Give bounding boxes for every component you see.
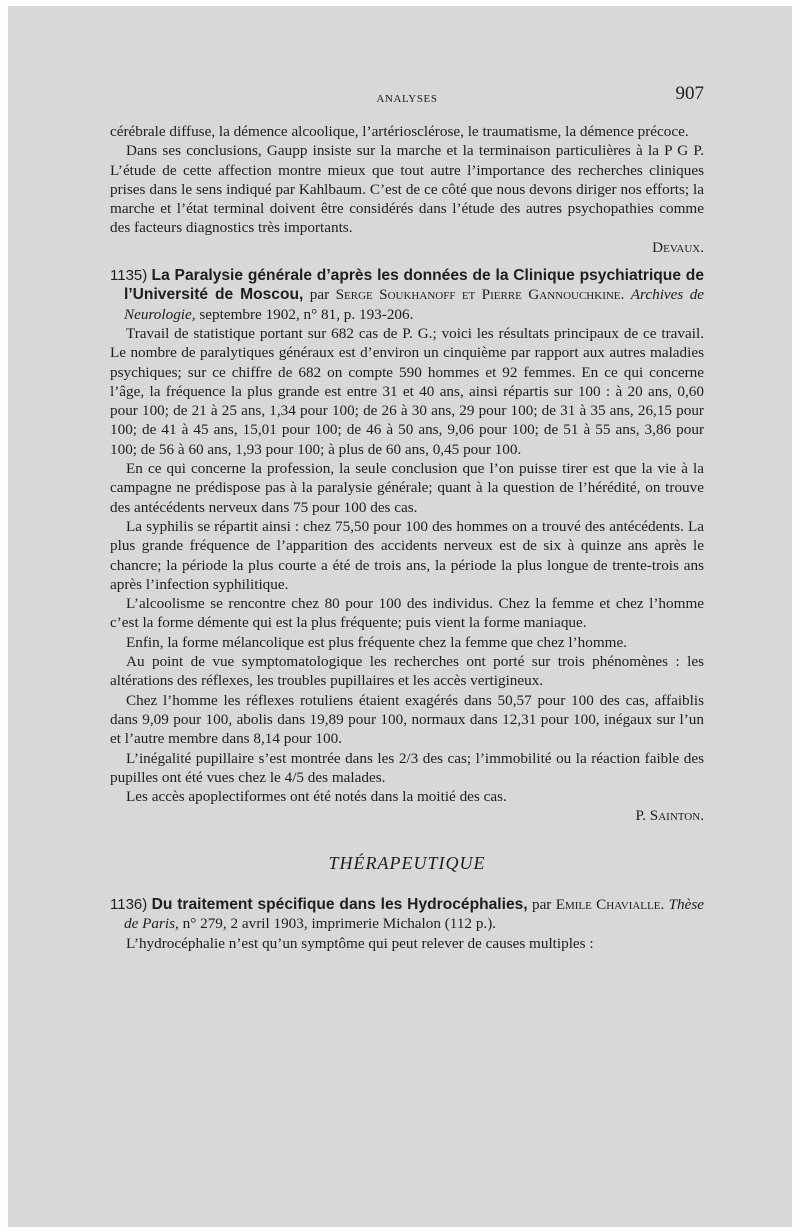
entry-1135-paragraph: En ce qui concerne la profession, la seule conclusion que l’on puisse tirer est que la vie à la campagne ne prédispose pas à la paralysie générale; quant à la question de l’hérédité, on trouve des antécédents nerveux dans 75 pour 100 des cas.: [110, 460, 704, 516]
entry-1135-heading: [110, 266, 704, 324]
entry-1135-paragraph: Au point de vue symptomatologique les recherches ont porté sur trois phénomènes : les altérations des réflexes, les troubles pupillaires et les accès vertigineux.: [110, 653, 704, 690]
entry-1136-author: Emile Chavialle.: [555, 895, 665, 913]
intro-paragraph-1: cérébrale diffuse, la démence alcoolique, l’artériosclérose, le traumatisme, la démence précoce.: [110, 123, 689, 140]
entry-1136-title: Du traitement spécifique dans les Hydrocéphalies,: [151, 895, 528, 913]
intro-paragraph-2: Dans ses conclusions, Gaupp insiste sur la marche et la terminaison particulières à la P G P. L’étude de cette affection montre mieux que tout autre l’importance des recherches cliniques prises dans le sens indiqué par Kahlbaum. C’est de ce côté que nous devons diriger nos efforts; la marche et l’état terminal doivent être considérés dans l’étude des autres psychopathies comme des facteurs diagnostics très importants.: [110, 142, 704, 237]
signature-devaux: Devaux.: [652, 238, 704, 256]
page-header: [110, 83, 704, 116]
entry-1135-by: par: [309, 286, 330, 304]
entry-1135-paragraph: L’alcoolisme se rencontre chez 80 pour 100 des individus. Chez la femme et chez l’homme c’est la forme démente qui est la plus fréquente; puis vient la forme maniaque.: [110, 595, 704, 632]
page-content: [110, 83, 705, 953]
entry-1135-citation: septembre 1902, n° 81, p. 193-206.: [199, 305, 414, 323]
entry-1135-authors: Serge Soukhanoff et Pierre Gannouchkine.: [335, 286, 625, 304]
entry-1135-paragraph: La syphilis se répartit ainsi : chez 75,50 pour 100 des hommes on a trouvé des antécédents. La plus grande fréquence de l’apparition des accidents nerveux est de six à quinze ans après le chancre; la période la plus courte a été de trois ans, la période la plus longue de trente-trois ans après l’infection syphilitique.: [110, 517, 704, 593]
entry-1136-heading: [110, 895, 704, 934]
entry-1135-title: La Paralysie générale d’après les données de la Clinique psychiatrique de l’Université de Moscou,: [124, 267, 704, 304]
page: [8, 6, 792, 1227]
entry-1136-by: par: [531, 895, 552, 913]
section-title-therapeutique: THÉRAPEUTIQUE: [328, 852, 486, 873]
entry-1136-citation: n° 279, 2 avril 1903, imprimerie Michalon (112 p.).: [182, 915, 497, 933]
entry-1135-number: 1135): [110, 267, 148, 285]
entry-1135-paragraph: Enfin, la forme mélancolique est plus fréquente chez la femme que chez l’homme.: [126, 633, 627, 651]
entry-1135-paragraph: Chez l’homme les réflexes rotuliens étaient exagérés dans 50,57 pour 100 des cas, affaiblis dans 9,09 pour 100, abolis dans 19,89 pour 100, normaux dans 12,31 pour 100, inégaux sur l’un et l’autre membre dans 8,14 pour 100.: [110, 691, 704, 748]
entry-1135-paragraph: Travail de statistique portant sur 682 cas de P. G.; voici les résultats principaux de ce travail. Le nombre de paralytiques généraux est d’environ un cinquième par rapport aux autres maladies psychiques; sur ce chiffre de 682 on compte 590 hommes et 92 femmes. En ce qui concerne l’âge, la fréquence la plus grande est entre 31 et 40 ans, ainsi répartis sur 100 : à 20 ans, 0,60 pour 100; de 21 à 25 ans, 1,34 pour 100; de 26 à 30 ans, 29 pour 100; de 31 à 35 ans, 26,15 pour 100; de 41 à 45 ans, 15,01 pour 100; de 46 à 50 ans, 9,06 pour 100; de 51 à 55 ans, 3,86 pour 100; de 56 à 60 ans, 1,93 pour 100; à plus de 60 ans, 0,45 pour 100.: [110, 324, 704, 458]
entry-1135-paragraph: L’inégalité pupillaire s’est montrée dans les 2/3 des cas; l’immobilité ou la réaction faible des pupilles ont été vues chez le 4/5 des malades.: [110, 749, 704, 786]
entry-1135-paragraph: Les accès apoplectiformes ont été notés dans la moitié des cas.: [126, 788, 507, 806]
entry-1136-thesis: Thèse de Paris,: [124, 895, 705, 933]
entry-1136-number: 1136): [110, 895, 148, 913]
page-number: 907: [675, 83, 704, 104]
entry-1135-journal: Archives de Neurologie,: [124, 286, 705, 323]
entry-1136-paragraph: L’hydrocéphalie n’est qu’un symptôme qui peut relever de causes multiples :: [126, 934, 594, 952]
running-head: ANALYSES: [376, 93, 438, 105]
signature-sainton: P. Sainton.: [635, 807, 704, 825]
